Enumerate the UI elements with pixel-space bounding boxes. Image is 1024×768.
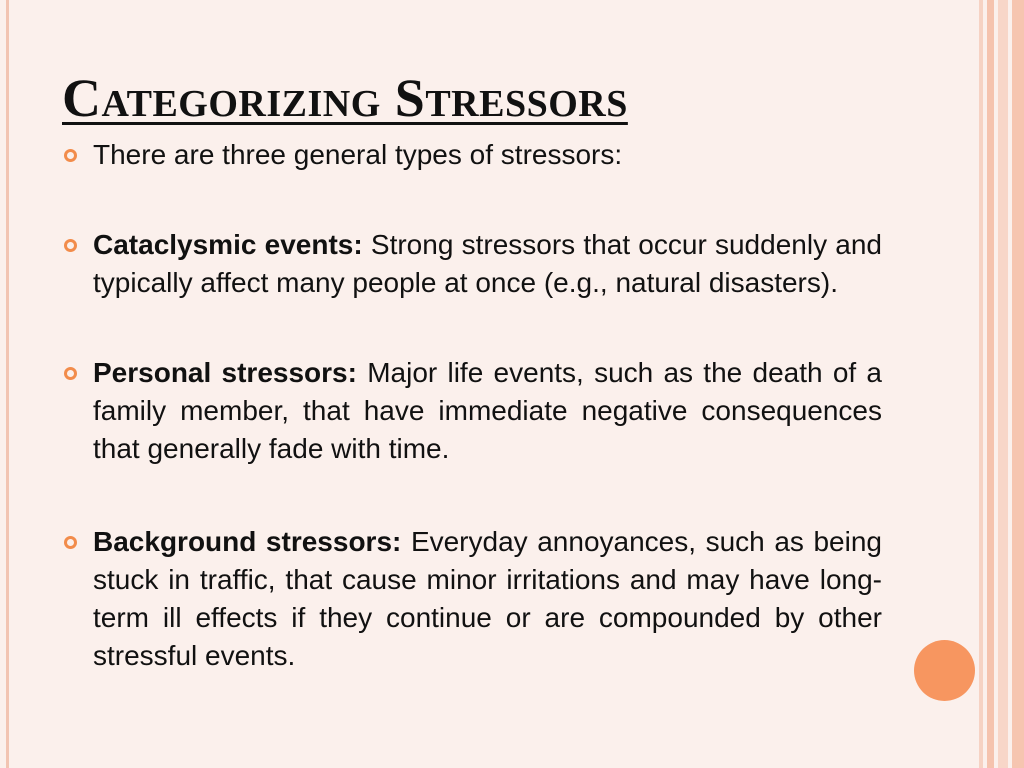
bullet-circle-icon	[64, 536, 77, 549]
decorative-stripe	[987, 0, 994, 768]
bullet-item-personal	[62, 354, 882, 468]
decorative-stripe	[1012, 0, 1024, 768]
decorative-circle	[914, 640, 975, 701]
bullet-text	[93, 523, 882, 675]
bullet-list	[62, 136, 882, 675]
bullet-description: Major life events, such as the death of a family member, that have immediate negative consequences that generally fade with time.	[93, 357, 883, 464]
bullet-item-background	[62, 523, 882, 675]
bullet-term: Cataclysmic events:	[93, 229, 363, 260]
decorative-stripe	[979, 0, 983, 768]
bullet-term: Background stressors:	[93, 526, 402, 557]
left-border-line	[6, 0, 9, 768]
slide-title: Categorizing Stressors	[62, 68, 628, 128]
bullet-circle-icon	[64, 239, 77, 252]
decorative-stripe	[998, 0, 1008, 768]
bullet-circle-icon	[64, 149, 77, 162]
bullet-description: Strong stressors that occur suddenly and typically affect many people at once (e.g., natural disasters).	[93, 229, 882, 298]
bullet-text: There are three general types of stressors:	[93, 139, 623, 170]
bullet-item-intro	[62, 136, 882, 174]
bullet-item-cataclysmic	[62, 226, 882, 302]
bullet-circle-icon	[64, 367, 77, 380]
bullet-text	[93, 226, 882, 302]
bullet-description: Everyday annoyances, such as being stuck in traffic, that cause minor irritations and may have long-term ill effects if they continue or are compounded by other stressful events.	[93, 526, 882, 671]
bullet-term: Personal stressors:	[93, 357, 357, 388]
bullet-text	[93, 354, 882, 468]
